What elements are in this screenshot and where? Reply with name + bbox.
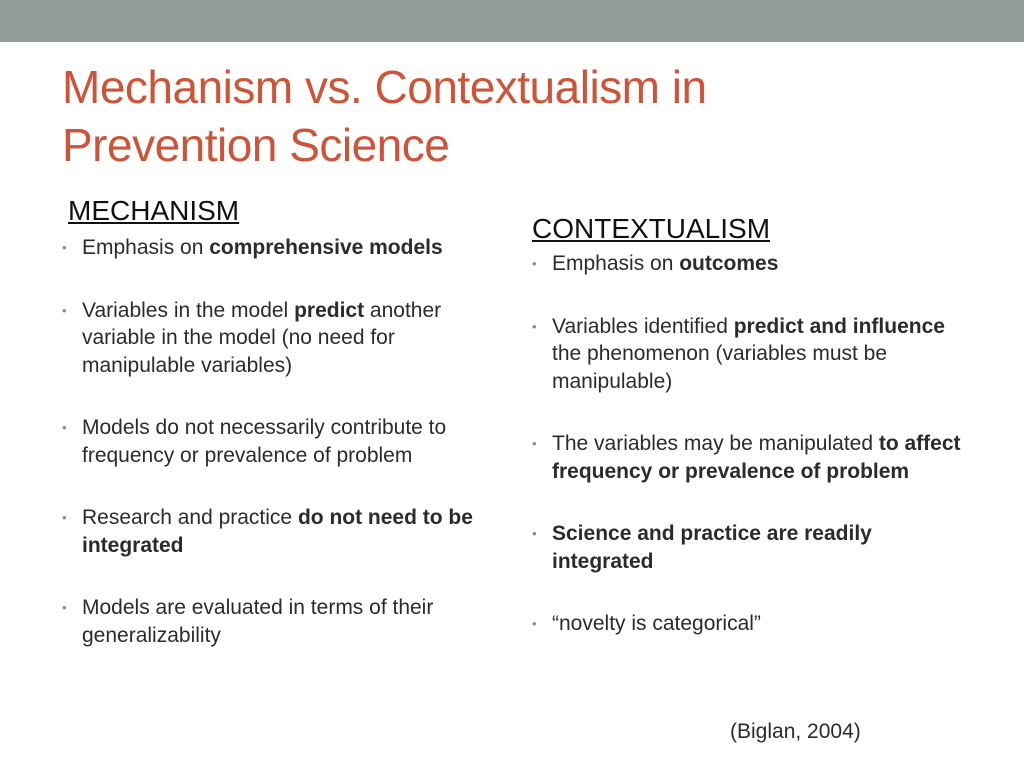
bullet-emphasis: comprehensive models [209, 236, 443, 259]
list-item [60, 504, 500, 559]
list-item [530, 610, 970, 638]
bullet-dot-icon: • [62, 302, 67, 318]
bullet-emphasis: predict [294, 298, 365, 322]
slide-title-line-1: Mechanism vs. Contextualism in [62, 61, 707, 113]
list-item [60, 234, 500, 262]
bullet-dot-icon: • [62, 420, 67, 435]
bullet-emphasis: to affect frequency or prevalence of problem [552, 432, 961, 483]
bullet-text: Models do not necessarily contribute to frequency or prevalence of problem [82, 416, 447, 467]
bullet-dot-icon: • [62, 600, 67, 615]
bullet-dot-icon: • [62, 510, 67, 525]
contextualism-column [530, 212, 970, 638]
bullet-dot-icon: • [532, 616, 537, 631]
bullet-text: Emphasis on [82, 236, 210, 259]
bullet-dot-icon: • [62, 240, 67, 255]
bullet-emphasis: predict and influence [733, 314, 945, 338]
bullet-text: Emphasis on [552, 252, 680, 275]
top-accent-band [0, 0, 1024, 42]
bullet-text: The variables may be manipulated [552, 432, 879, 455]
list-item [60, 297, 500, 380]
bullet-text: the phenomenon (variables must be manipulable) [552, 342, 888, 393]
list-item [530, 250, 970, 278]
list-item [530, 430, 970, 485]
bullet-emphasis: Science and practice are readily integrated [552, 522, 872, 573]
contextualism-heading: CONTEXTUALISM [532, 213, 771, 244]
bullet-dot-icon: • [532, 318, 537, 334]
bullet-text: Variables in the model [82, 298, 295, 322]
bullet-dot-icon: • [532, 256, 537, 271]
citation: (Biglan, 2004) [730, 720, 861, 743]
list-item [60, 414, 500, 469]
bullet-text: Research and practice [82, 506, 298, 529]
list-item [530, 313, 970, 396]
bullet-emphasis: outcomes [679, 252, 779, 275]
bullet-text: Models are evaluated in terms of their generalizability [82, 596, 434, 647]
bullet-emphasis: do not need to be integrated [82, 506, 473, 557]
contextualism-bullet-list [530, 250, 970, 638]
mechanism-column [60, 194, 500, 649]
bullet-text: “novelty is categorical” [552, 612, 761, 635]
slide-title [62, 58, 962, 174]
list-item [530, 520, 970, 575]
mechanism-bullet-list [60, 234, 500, 649]
mechanism-heading: MECHANISM [68, 195, 240, 226]
slide-title-line-2: Prevention Science [62, 119, 450, 171]
bullet-dot-icon: • [532, 436, 537, 451]
list-item [60, 594, 500, 649]
bullet-dot-icon: • [532, 526, 537, 541]
bullet-text: another variable in the model (no need for manipulable variables) [82, 298, 442, 377]
bullet-text: Variables identified [552, 314, 734, 338]
